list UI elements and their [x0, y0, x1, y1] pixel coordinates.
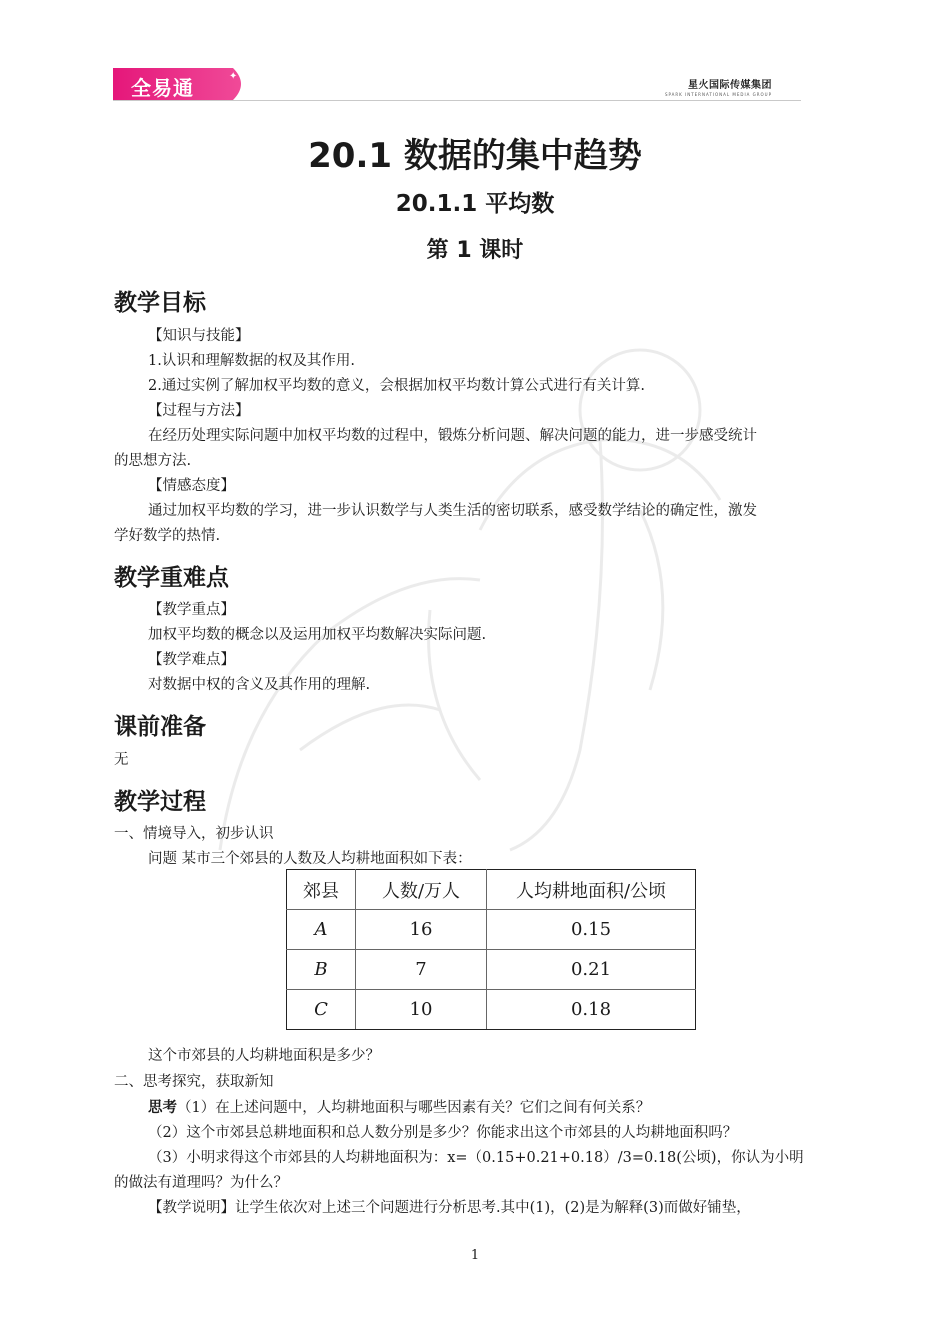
process-text-line-1: 在经历处理实际问题中加权平均数的过程中，锻炼分析问题、解决问题的能力，进一步感受统计 [148, 428, 757, 444]
brand [665, 76, 772, 97]
heading-prep: 课前准备 [114, 714, 206, 740]
heading-process: 教学过程 [114, 789, 206, 815]
brand-name-en: SPARK INTERNATIONAL MEDIA GROUP [664, 92, 772, 97]
note-text: 让学生依次对上述三个问题进行分析思考.其中(1)，(2)是为解释(3)而做好铺垫， [235, 1200, 751, 1216]
process-text-line-2: 的思想方法. [114, 453, 192, 469]
table-row [287, 990, 696, 1030]
table-header-cell: 郊县 [287, 870, 356, 910]
svg-text:✦: ✦ [229, 71, 238, 82]
brand-name: 星火国际传媒集团 [688, 80, 772, 91]
page-number: 1 [470, 1248, 480, 1263]
table-header-cell: 人均耕地面积/公顷 [487, 870, 696, 910]
think-3-line-1: （3）小明求得这个市郊县的人均耕地面积为：x=（0.15+0.21+0.18）/3=0.18(公顷)，你认为小明 [148, 1150, 804, 1166]
prep-text: 无 [114, 752, 129, 768]
difficulty-text: 对数据中权的含义及其作用的理解. [148, 677, 371, 693]
table-row [287, 910, 696, 950]
heading-keypoints: 教学重难点 [114, 565, 229, 591]
think-label: 思考 [148, 1099, 177, 1116]
table-cell: C [287, 990, 356, 1030]
key-text: 加权平均数的概念以及运用加权平均数解决实际问题. [148, 627, 487, 643]
page-title: 20.1 数据的集中趋势 [308, 136, 642, 176]
think-1-text: （1）在上述问题中，人均耕地面积与哪些因素有关？它们之间有何关系？ [177, 1100, 651, 1116]
emotion-text-line-1: 通过加权平均数的学习，进一步认识数学与人类生活的密切联系，感受数学结论的确定性，激发 [148, 503, 757, 519]
table-cell: 0.18 [487, 990, 696, 1030]
table-row [287, 950, 696, 990]
process-label: 【过程与方法】 [148, 403, 250, 419]
watermark-logo [180, 330, 780, 890]
problem-text: 问题 某市三个郊县的人数及人均耕地面积如下表： [148, 851, 472, 867]
header-divider [113, 100, 801, 101]
lesson-title: 第 1 课时 [426, 238, 524, 263]
table-cell: 0.21 [487, 950, 696, 990]
knowledge-item-2: 2.通过实例了解加权平均数的意义，会根据加权平均数计算公式进行有关计算. [148, 378, 645, 394]
table-cell: 7 [356, 950, 487, 990]
table-header-cell: 人数/万人 [356, 870, 487, 910]
logo-text: 全易通 [131, 76, 194, 100]
table-header-row [287, 870, 696, 910]
think-3-line-2: 的做法有道理吗？为什么？ [114, 1175, 288, 1191]
table-cell: 10 [356, 990, 487, 1030]
section-2-title: 二、思考探究，获取新知 [114, 1074, 274, 1090]
note-label: 【教学说明】 [148, 1200, 235, 1216]
page-subtitle: 20.1.1 平均数 [395, 191, 555, 217]
table-cell: 16 [356, 910, 487, 950]
think-2: （2）这个市郊县总耕地面积和总人数分别是多少？你能求出这个市郊县的人均耕地面积吗？ [148, 1125, 738, 1141]
table-cell: 0.15 [487, 910, 696, 950]
logo-badge [113, 68, 249, 100]
think-1 [148, 1098, 650, 1118]
knowledge-label: 【知识与技能】 [148, 328, 250, 344]
difficulty-label: 【教学难点】 [148, 652, 235, 668]
knowledge-item-1: 1.认识和理解数据的权及其作用. [148, 353, 355, 369]
heading-objectives: 教学目标 [114, 290, 206, 316]
question-text: 这个市郊县的人均耕地面积是多少？ [148, 1048, 380, 1064]
emotion-text-line-2: 学好数学的热情. [114, 528, 221, 544]
table-cell: A [287, 910, 356, 950]
section-1-title: 一、情境导入，初步认识 [114, 826, 274, 842]
data-table [286, 869, 696, 1030]
key-label: 【教学重点】 [148, 602, 235, 618]
teaching-note [148, 1198, 751, 1218]
table-cell: B [287, 950, 356, 990]
emotion-label: 【情感态度】 [148, 478, 235, 494]
